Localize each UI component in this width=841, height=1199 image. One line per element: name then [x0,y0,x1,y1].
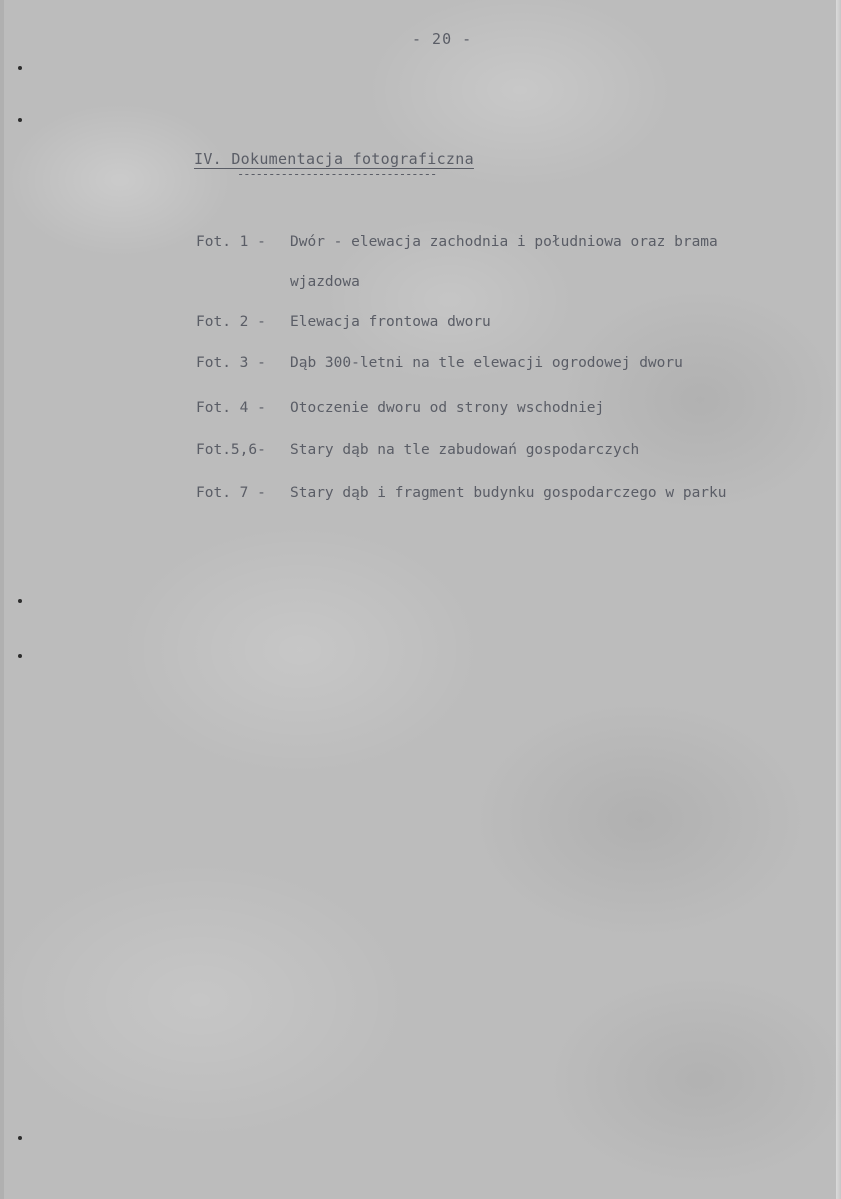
photo-entry-text: Stary dąb na tle zabudowań gospodarczych [290,442,640,458]
punch-hole-mark [18,599,22,603]
photo-entry-label: Fot. 1 - [196,234,266,250]
photo-entry [196,400,604,416]
punch-hole-mark [18,118,22,122]
photo-entry-label: Fot. 3 - [196,355,266,371]
punch-hole-mark [18,66,22,70]
photo-entry [196,485,727,501]
page-right-edge [836,0,841,1199]
page-number: - 20 - [412,30,473,48]
title-underline-rule: -------------------------------- [237,167,437,181]
photo-entry-text: Dwór - elewacja zachodnia i południowa oraz brama [290,234,718,250]
photo-entry-text: Stary dąb i fragment budynku gospodarczego w parku [290,485,727,501]
photo-entry [196,355,683,371]
photo-entry-label: Fot. 7 - [196,485,266,501]
photo-entry-label: Fot.5,6- [196,442,266,458]
photo-entry-text: Dąb 300-letni na tle elewacji ogrodowej dworu [290,355,683,371]
page-left-edge [0,0,4,1199]
photo-entry-label: Fot. 4 - [196,400,266,416]
photo-entry [196,442,639,458]
photo-entry-continuation: wjazdowa [290,274,360,290]
photo-entry-text: Elewacja frontowa dworu [290,314,491,330]
punch-hole-mark [18,654,22,658]
section-title: IV. Dokumentacja fotograficzna [194,150,474,168]
punch-hole-mark [18,1136,22,1140]
photo-entry-text: Otoczenie dworu od strony wschodniej [290,400,605,416]
photo-entry [196,234,718,250]
photo-entry-label: Fot. 2 - [196,314,266,330]
photo-entry [196,314,491,330]
